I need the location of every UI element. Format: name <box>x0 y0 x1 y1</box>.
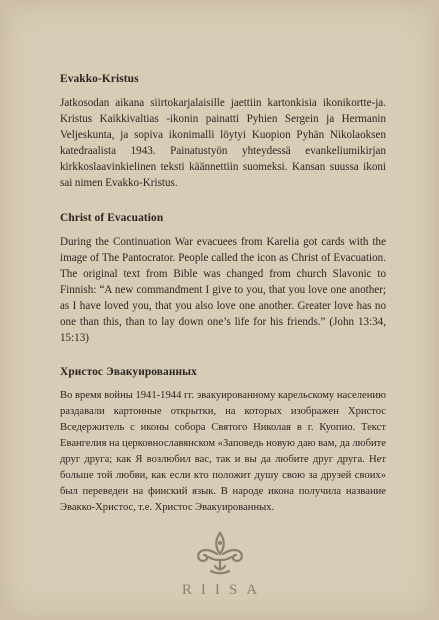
brand-name: RIISA <box>181 582 267 598</box>
english-section <box>60 211 386 346</box>
finnish-body: Jatkosodan aikana siirtokarjalaisille jaettiin kartonkisia ikonikortte-ja. Kristus Kaikkivaltias -ikonin painatti Pyhien Sergein ja Hermanin Veljeskunta, ja sopiva ikonimalli löytyi Kuopion Pyhän Nikolaoksen katedraalista 1943. Painatustyön yhteydessä evankeliumikirjan kirkkoslaavinkielinen teksti käännettiin suomeksi. Kansan suussa ikoni sai nimen Evakko-Kristus. <box>60 97 386 189</box>
fleur-de-lis-icon <box>193 530 247 576</box>
finnish-section <box>60 72 386 191</box>
russian-title: Христос Эвакуированных <box>60 366 197 378</box>
english-title: Christ of Evacuation <box>60 212 164 224</box>
english-body: During the Continuation War evacuees from Karelia got cards with the image of The Pantocrator. People called the icon as Christ of Evacuation. The original text from Bible was changed from church Slavonic to Finnish: “A new commandment I give to you, that you love one another; as I have loved you, that you also love one another. Greater love has no one than this, than to lay down one’s life for his friends.” (John 13:34, 15:13) <box>60 236 386 344</box>
finnish-title: Evakko-Kristus <box>60 73 139 85</box>
russian-body: Во время войны 1941-1944 гг. эвакуированному карельскому населению раздавали картонные открытки, на которых изображен Христос Вседержитель с иконы собора Святого Николая в г. Куопио. Текст Евангелия на церковнославянском «Заповедь новую даю вам, да любите друг друга; как Я возлюбил вас, так и вы да любите друг друга. Нет больше той любви, как если кто положит душу свою за друзей своих» был переведен на финский язык. В народе икона получила название Эвакко-Христос, т.е. Христос Эвакуированных. <box>60 390 386 513</box>
text-card <box>4 4 435 616</box>
brand-logo <box>4 530 435 599</box>
russian-section <box>60 365 386 516</box>
